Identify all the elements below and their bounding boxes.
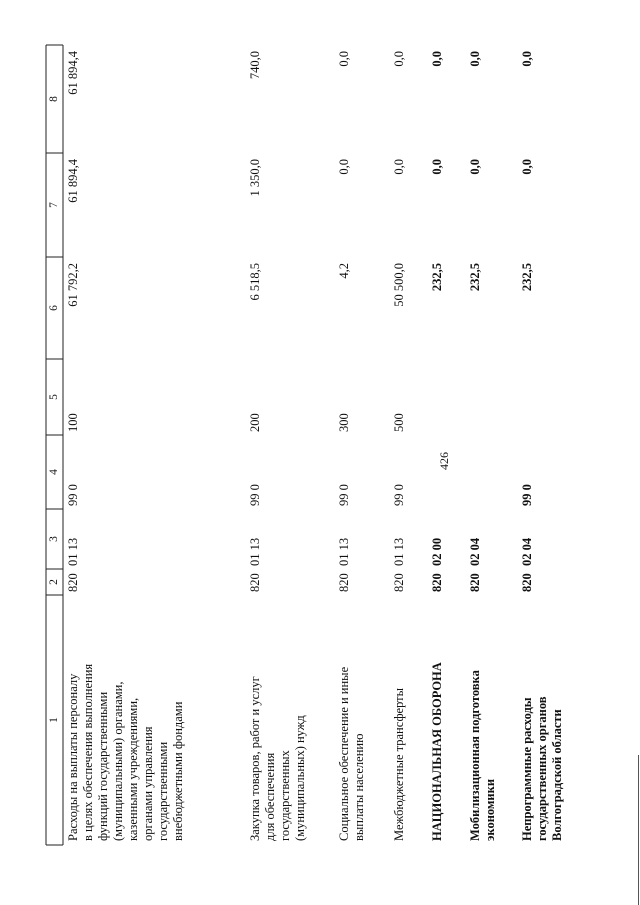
cell-col8: 0,0: [392, 51, 406, 67]
row-name-line: для обеспечения: [263, 752, 277, 841]
column-header-2: 2: [48, 579, 60, 585]
cell-col6: 4,2: [337, 263, 351, 279]
cell-col5: 200: [248, 413, 262, 432]
scan-edge: [638, 755, 639, 905]
cell-col3: 01 13: [248, 537, 262, 566]
cell-col2: 820: [392, 573, 406, 592]
cell-col4: 99 0: [520, 484, 534, 506]
cell-col5: 500: [392, 413, 406, 432]
row-name-line: Непрограммные расходы: [520, 697, 534, 841]
column-header-7: 7: [48, 202, 60, 208]
cell-col8: 0,0: [430, 51, 444, 67]
row-name-line: функций государственными: [96, 691, 110, 841]
row-name-line: казенными учреждениями,: [126, 697, 140, 841]
cell-col7: 61 894,4: [66, 159, 80, 203]
cell-col4: 99 0: [248, 484, 262, 506]
cell-col3: 02 04: [468, 537, 482, 566]
cell-col8: 740,0: [248, 51, 262, 80]
column-header-1: 1: [48, 717, 60, 723]
column-header-8: 8: [48, 96, 60, 102]
cell-col8: 0,0: [468, 51, 482, 67]
cell-col4: 99 0: [392, 484, 406, 506]
cell-col7: 1 350,0: [248, 159, 262, 197]
cell-col5: 100: [66, 413, 80, 432]
row-name-line: государственными: [156, 741, 170, 841]
cell-col6: 50 500,0: [392, 263, 406, 307]
cell-col3: 02 00: [430, 537, 444, 566]
cell-col2: 820: [337, 573, 351, 592]
row-name-line: государственных органов: [535, 696, 549, 841]
cell-col2: 820: [248, 573, 262, 592]
row-name-line: экономики: [483, 778, 497, 841]
row-name-line: Волгоградской области: [550, 709, 564, 841]
row-name-line: органами управления: [141, 726, 155, 841]
cell-col7: 0,0: [520, 159, 534, 175]
cell-col6: 232,5: [520, 263, 534, 292]
row-name-line: Расходы на выплаты персоналу: [66, 673, 80, 841]
cell-col3: 01 13: [337, 537, 351, 566]
row-name: [66, 601, 186, 841]
row-name: [430, 601, 445, 841]
row-name-line: Мобилизационная подготовка: [468, 670, 482, 841]
cell-col7: 0,0: [337, 159, 351, 175]
row-name-line: Межбюджетные трансферты: [392, 687, 406, 841]
row-name: [468, 601, 498, 841]
cell-col6: 61 792,2: [66, 263, 80, 307]
cell-col2: 820: [430, 573, 444, 592]
cell-col6: 232,5: [468, 263, 482, 292]
cell-col3: 01 13: [66, 537, 80, 566]
row-name-line: (муниципальных) нужд: [293, 715, 307, 841]
cell-col4: 99 0: [66, 484, 80, 506]
column-header-5: 5: [48, 394, 60, 400]
cell-col6: 232,5: [430, 263, 444, 292]
row-name-line: в целях обеспечения выполнения: [81, 663, 95, 841]
cell-col4: 99 0: [337, 484, 351, 506]
row-name-line: НАЦИОНАЛЬНАЯ ОБОРОНА: [430, 662, 444, 841]
row-name-line: выплаты населению: [352, 733, 366, 841]
cell-col8: 61 894,4: [66, 51, 80, 95]
cell-col8: 0,0: [337, 51, 351, 67]
cell-col2: 820: [66, 573, 80, 592]
column-header-3: 3: [48, 536, 60, 542]
page-number: 426: [437, 452, 451, 470]
row-name-line: (муниципальными) органами,: [111, 681, 125, 841]
row-name: [520, 601, 565, 841]
row-name: [248, 601, 308, 841]
row-name-line: государственных: [278, 750, 292, 841]
cell-col3: 02 04: [520, 537, 534, 566]
cell-col2: 820: [468, 573, 482, 592]
row-name-line: Социальное обеспечение и иные: [337, 666, 351, 841]
cell-col5: 300: [337, 413, 351, 432]
cell-col7: 0,0: [430, 159, 444, 175]
cell-col2: 820: [520, 573, 534, 592]
column-header-4: 4: [48, 469, 60, 475]
cell-col8: 0,0: [520, 51, 534, 67]
column-header-6: 6: [48, 305, 60, 311]
cell-col6: 6 518,5: [248, 263, 262, 301]
row-name: [337, 601, 367, 841]
cell-col7: 0,0: [392, 159, 406, 175]
cell-col7: 0,0: [468, 159, 482, 175]
row-name-line: Закупка товаров, работ и услуг: [248, 676, 262, 841]
cell-col3: 01 13: [392, 537, 406, 566]
row-name-line: внебюджетными фондами: [171, 701, 185, 841]
row-name: [392, 601, 407, 841]
